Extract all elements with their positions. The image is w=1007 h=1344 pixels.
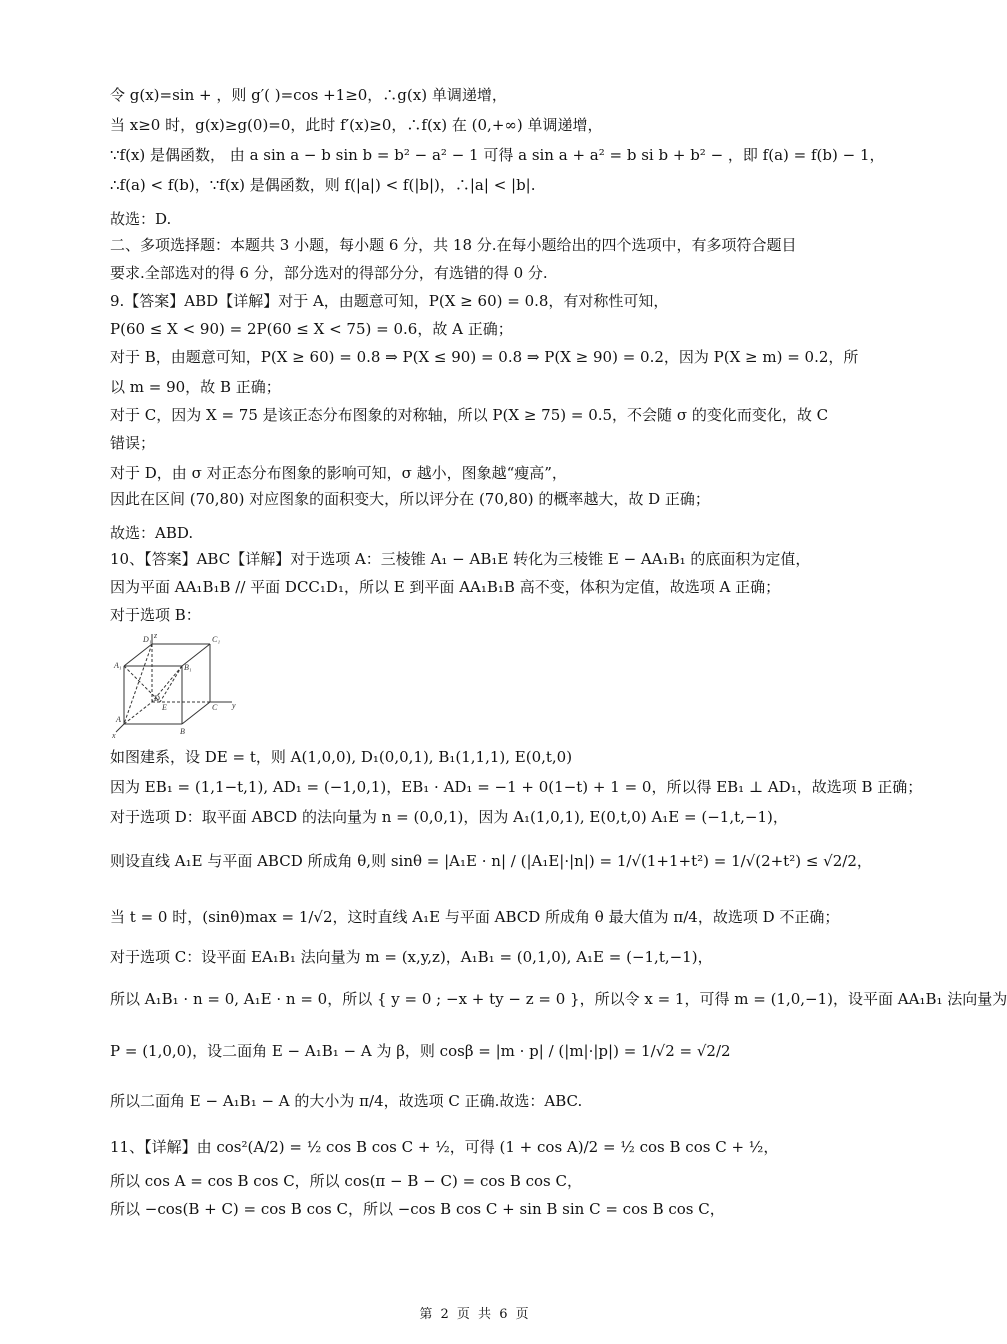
text-line: 对于选项 B： [110, 606, 201, 624]
text-line: 对于 B，由题意可知，P(X ≥ 60) = 0.8 ⇒ P(X ≤ 90) = 0.8 ⇒ P(X ≥ 90) = 0.2，因为 P(X ≥ m) = 0.2，所 [110, 348, 859, 366]
text-line: ∴f(a) < f(b)，∵f(x) 是偶函数，则 f(|a|) < f(|b|)，∴|a| < |b|. [110, 176, 536, 194]
text-line: 则设直线 A₁E 与平面 ABCD 所成角 θ,则 sinθ = |A₁E · n| / (|A₁E|·|n|) = 1/√(1+1+t²) = 1/√(2+t²) ≤ √2/2， [110, 852, 872, 870]
text-line: 对于选项 D：取平面 ABCD 的法向量为 n = (0,0,1)，因为 A₁(1,0,1), E(0,t,0) A₁E = (−1,t,−1)， [110, 808, 788, 826]
label-C: C [212, 703, 218, 712]
text-line: 要求.全部选对的得 6 分，部分选对的得部分分，有选错的得 0 分. [110, 264, 548, 282]
label-A: A [116, 715, 121, 724]
text-line: 故选：D. [110, 210, 172, 228]
text-line: 9.【答案】ABD【详解】对于 A，由题意可知，P(X ≥ 60) = 0.8，有对称性可知， [110, 292, 669, 310]
label-x: x [112, 731, 116, 740]
label-y: y [232, 701, 236, 710]
label-D1: D₁ [143, 635, 152, 644]
text-line: 对于 C，因为 X = 75 是该正态分布图象的对称轴，所以 P(X ≥ 75) = 0.5，不会随 σ 的变化而变化，故 C [110, 406, 829, 424]
page-footer: 第 2 页 共 6 页 [419, 1307, 531, 1322]
label-D: D [154, 694, 160, 703]
text-line: ∵f(x) 是偶函数， 由 a sin a − b sin b = b² − a² − 1 可得 a sin a + a² = b si b + b² − ，即 f(a) = f(b) − 1， [110, 146, 885, 164]
label-C1: C₁ [212, 635, 221, 644]
cube-coordinate-figure [112, 632, 240, 740]
text-line: 因为平面 AA₁B₁B // 平面 DCC₁D₁，所以 E 到平面 AA₁B₁B 高不变，体积为定值，故选项 A 正确； [110, 578, 781, 596]
text-line: 因为 EB₁ = (1,1−t,1), AD₁ = (−1,0,1)，EB₁ · AD₁ = −1 + 0(1−t) + 1 = 0，所以得 EB₁ ⊥ AD₁，故选项 B 正确； [110, 778, 923, 796]
text-line: 10、【答案】ABC【详解】对于选项 A：三棱锥 A₁ − AB₁E 转化为三棱锥 E − AA₁B₁ 的底面积为定值， [110, 550, 811, 568]
text-line: 11、【详解】由 cos²(A/2) = ½ cos B cos C + ½，可得 (1 + cos A)/2 = ½ cos B cos C + ½， [110, 1138, 779, 1156]
text-line: 所以二面角 E − A₁B₁ − A 的大小为 π/4，故选项 C 正确.故选：ABC. [110, 1092, 583, 1110]
text-line: 对于选项 C：设平面 EA₁B₁ 法向量为 m = (x,y,z)，A₁B₁ = (0,1,0), A₁E = (−1,t,−1)， [110, 948, 713, 966]
text-line: 所以 cos A = cos B cos C，所以 cos(π − B − C) = cos B cos C， [110, 1172, 583, 1190]
text-line: 二、多项选择题：本题共 3 小题，每小题 6 分，共 18 分.在每小题给出的四个选项中，有多项符合题目 [110, 236, 797, 254]
text-line: 当 x≥0 时，g(x)≥g(0)=0，此时 f′(x)≥0，∴f(x) 在 (0,+∞) 单调递增， [110, 116, 603, 134]
text-line: P(60 ≤ X < 90) = 2P(60 ≤ X < 75) = 0.6，故 A 正确； [110, 320, 513, 338]
text-line: 令 g(x)=sin + ，则 g′( )=cos +1≥0，∴g(x) 单调递增， [110, 86, 507, 104]
text-line: 所以 −cos(B + C) = cos B cos C，所以 −cos B cos C + sin B sin C = cos B cos C， [110, 1200, 725, 1218]
label-B1: B₁ [184, 663, 192, 672]
text-line: 当 t = 0 时，(sinθ)max = 1/√2，这时直线 A₁E 与平面 ABCD 所成角 θ 最大值为 π/4，故选项 D 不正确； [110, 908, 840, 926]
text-line: 以 m = 90，故 B 正确； [110, 378, 281, 396]
label-B: B [180, 727, 185, 736]
text-line: 如图建系，设 DE = t，则 A(1,0,0), D₁(0,0,1), B₁(1,1,1), E(0,t,0) [110, 748, 573, 766]
label-E: E [162, 703, 167, 712]
text-line: 因此在区间 (70,80) 对应图象的面积变大，所以评分在 (70,80) 的概率越大，故 D 正确； [110, 490, 710, 508]
text-line: 错误； [110, 434, 156, 452]
label-z: z [154, 631, 158, 640]
text-line: 对于 D，由 σ 对正态分布图象的影响可知，σ 越小，图象越“瘦高”， [110, 464, 567, 482]
text-line: 故选：ABD. [110, 524, 194, 542]
label-A1: A₁ [114, 661, 122, 670]
text-line: 所以 A₁B₁ · n = 0, A₁E · n = 0，所以 { y = 0 ; −x + ty − z = 0 }，所以令 x = 1，可得 m = (1,0,−1)，设平面 AA₁B₁ 法向量为 [110, 990, 1007, 1008]
text-line: P = (1,0,0)，设二面角 E − A₁B₁ − A 为 β，则 cosβ = |m · p| / (|m|·|p|) = 1/√2 = √2/2 [110, 1042, 731, 1060]
